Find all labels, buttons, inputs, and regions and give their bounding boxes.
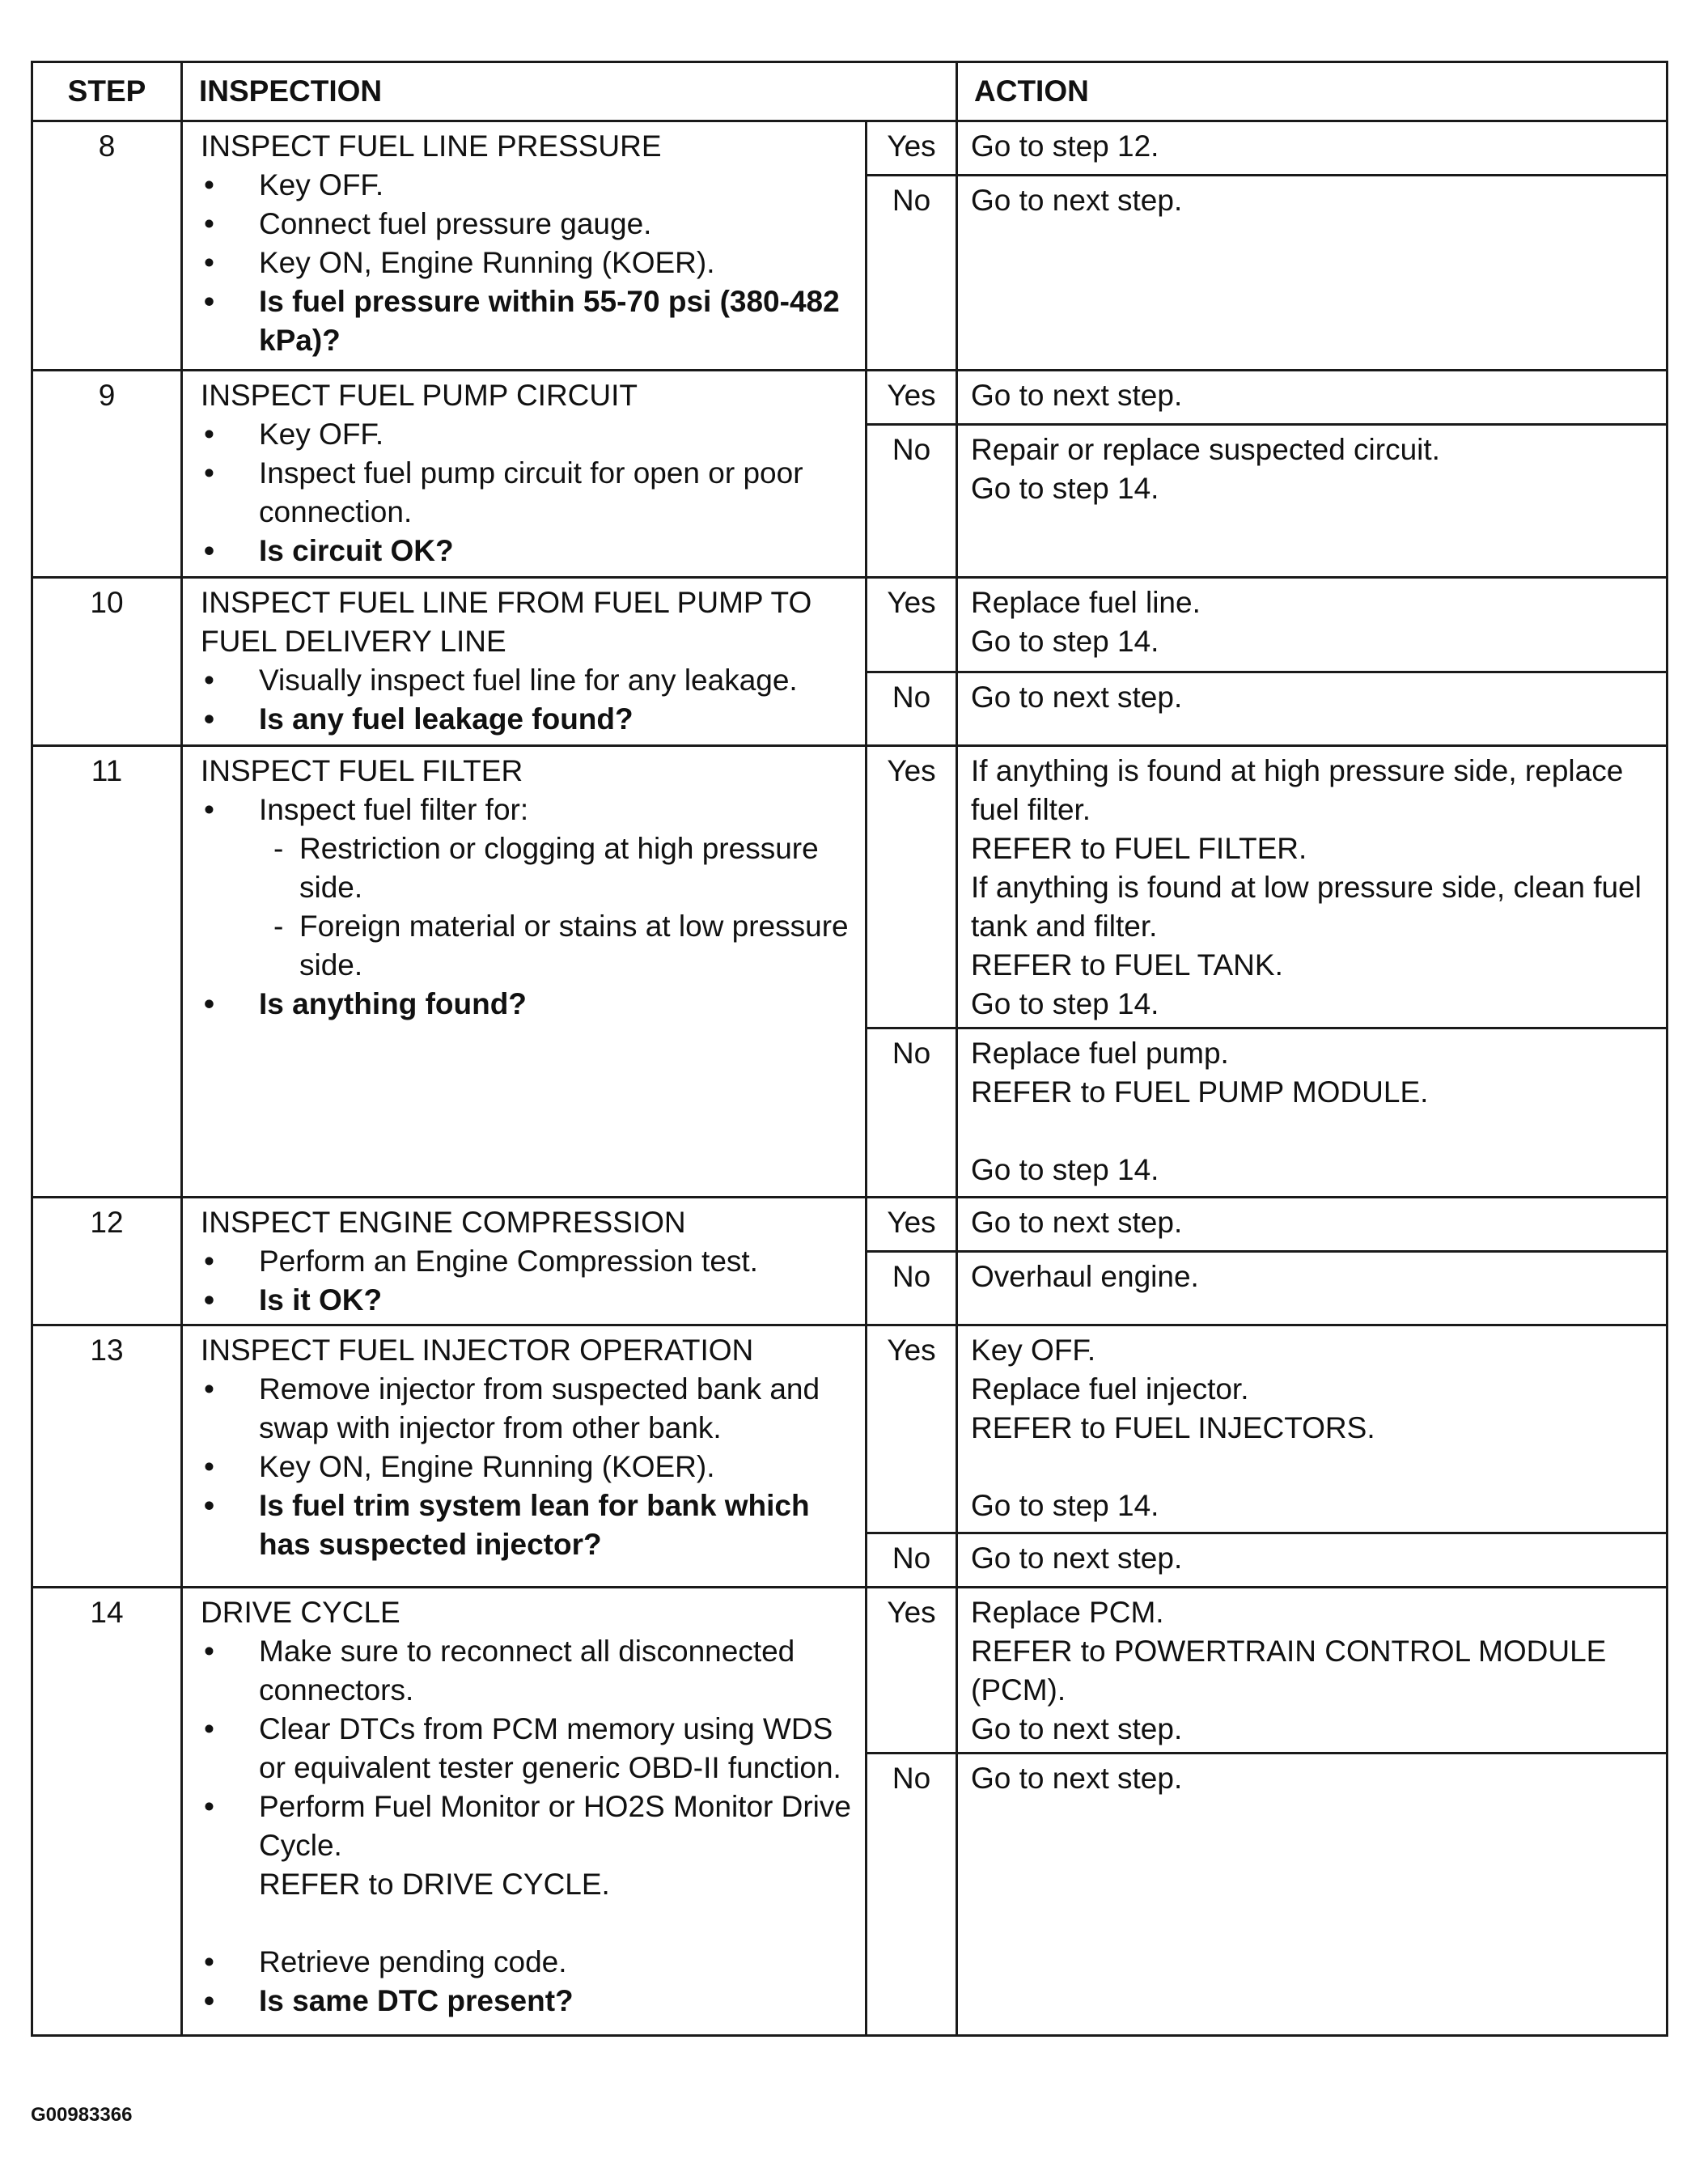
inspection-cell bbox=[182, 121, 867, 371]
step-number: 9 bbox=[32, 371, 182, 578]
action-line: Go to step 14. bbox=[971, 987, 1159, 1020]
inspection-bullets bbox=[201, 1632, 854, 2021]
yes-action bbox=[957, 578, 1667, 672]
inspection-bullet bbox=[201, 1787, 854, 1943]
action-line: Go to next step. bbox=[971, 379, 1183, 412]
inspection-cell bbox=[182, 578, 867, 746]
inspection-bullets bbox=[201, 661, 854, 739]
inspection-question: • Is fuel pressure within 55-70 psi (380-482 kPa)? bbox=[201, 282, 854, 360]
no-action bbox=[957, 425, 1667, 578]
yes-label: Yes bbox=[867, 371, 957, 425]
no-label: No bbox=[867, 1028, 957, 1198]
step-row-11-yes bbox=[32, 746, 1667, 1028]
action-line: Go to step 14. bbox=[971, 1489, 1159, 1522]
inspection-title: INSPECT FUEL LINE PRESSURE bbox=[201, 129, 662, 163]
step-row-8-yes bbox=[32, 121, 1667, 176]
inspection-title: INSPECT FUEL FILTER bbox=[201, 754, 523, 787]
inspection-bullet: • Visually inspect fuel line for any leakage. bbox=[201, 661, 854, 700]
inspection-bullet: • Clear DTCs from PCM memory using WDS or equivalent tester generic OBD-II function. bbox=[201, 1710, 854, 1787]
no-action bbox=[957, 1252, 1667, 1325]
yes-label: Yes bbox=[867, 746, 957, 1028]
yes-label: Yes bbox=[867, 1588, 957, 1754]
inspection-column-header: INSPECTION bbox=[182, 62, 957, 121]
no-label: No bbox=[867, 1252, 957, 1325]
action-line: Replace fuel line. bbox=[971, 586, 1201, 619]
inspection-bullet: • Key ON, Engine Running (KOER). bbox=[201, 244, 854, 282]
no-label: No bbox=[867, 425, 957, 578]
diagnostic-table bbox=[31, 61, 1668, 2037]
action-line: REFER to FUEL FILTER. bbox=[971, 832, 1307, 865]
step-number: 8 bbox=[32, 121, 182, 371]
inspection-reference: REFER to DRIVE CYCLE. bbox=[259, 1868, 610, 1901]
no-label: No bbox=[867, 672, 957, 746]
action-line: REFER to FUEL INJECTORS. bbox=[971, 1411, 1375, 1444]
inspection-bullet: • Connect fuel pressure gauge. bbox=[201, 205, 854, 244]
no-label: No bbox=[867, 176, 957, 371]
yes-action bbox=[957, 1325, 1667, 1533]
inspection-bullet: • Make sure to reconnect all disconnected connectors. bbox=[201, 1632, 854, 1710]
inspection-bullet: • Retrieve pending code. bbox=[201, 1943, 854, 1982]
inspection-bullet-text: Perform Fuel Monitor or HO2S Monitor Drive Cycle. bbox=[259, 1790, 851, 1862]
step-row-14-yes bbox=[32, 1588, 1667, 1754]
yes-label: Yes bbox=[867, 1198, 957, 1252]
inspection-bullet-text: Inspect fuel filter for: bbox=[259, 793, 529, 826]
inspection-bullet: • Inspect fuel pump circuit for open or poor connection. bbox=[201, 454, 854, 532]
yes-label: Yes bbox=[867, 1325, 957, 1533]
inspection-question: • Is any fuel leakage found? bbox=[201, 700, 854, 739]
action-line: If anything is found at high pressure side, replace fuel filter. bbox=[971, 754, 1624, 826]
yes-action bbox=[957, 746, 1667, 1028]
inspection-title: INSPECT ENGINE COMPRESSION bbox=[201, 1206, 686, 1239]
inspection-title: INSPECT FUEL LINE FROM FUEL PUMP TO FUEL DELIVERY LINE bbox=[201, 586, 812, 658]
action-line: Go to next step. bbox=[971, 681, 1183, 714]
action-column-header: ACTION bbox=[957, 62, 1667, 121]
action-line: Go to next step. bbox=[971, 1712, 1183, 1745]
inspection-sub-bullet: - Foreign material or stains at low pressure side. bbox=[259, 907, 854, 985]
action-line: Go to next step. bbox=[971, 1206, 1183, 1239]
step-row-9-yes bbox=[32, 371, 1667, 425]
step-number: 12 bbox=[32, 1198, 182, 1325]
inspection-title: DRIVE CYCLE bbox=[201, 1596, 400, 1629]
yes-action bbox=[957, 371, 1667, 425]
header-row bbox=[32, 62, 1667, 121]
inspection-question: • Is same DTC present? bbox=[201, 1982, 854, 2021]
inspection-title: INSPECT FUEL INJECTOR OPERATION bbox=[201, 1334, 754, 1367]
inspection-bullet: • Remove injector from suspected bank and swap with injector from other bank. bbox=[201, 1370, 854, 1448]
inspection-bullet bbox=[201, 791, 854, 985]
action-line: Go to step 14. bbox=[971, 472, 1159, 505]
diagnostic-document bbox=[31, 61, 1666, 2037]
inspection-bullets bbox=[201, 1242, 854, 1320]
step-number: 11 bbox=[32, 746, 182, 1198]
no-label: No bbox=[867, 1533, 957, 1588]
inspection-bullet: • Key ON, Engine Running (KOER). bbox=[201, 1448, 854, 1486]
action-line: Go to step 14. bbox=[971, 625, 1159, 658]
inspection-bullets bbox=[201, 415, 854, 570]
action-line: Repair or replace suspected circuit. bbox=[971, 433, 1440, 466]
no-label: No bbox=[867, 1754, 957, 2036]
inspection-bullets bbox=[201, 1370, 854, 1564]
step-column-header: STEP bbox=[32, 62, 182, 121]
action-line: Replace fuel injector. bbox=[971, 1372, 1249, 1406]
action-line: Replace fuel pump. bbox=[971, 1037, 1229, 1070]
inspection-question: • Is circuit OK? bbox=[201, 532, 854, 570]
step-number: 13 bbox=[32, 1325, 182, 1588]
no-action bbox=[957, 1028, 1667, 1198]
spacer bbox=[259, 1904, 854, 1943]
spacer bbox=[971, 1448, 1655, 1486]
inspection-sub-bullets bbox=[259, 829, 854, 985]
yes-label: Yes bbox=[867, 578, 957, 672]
action-line: Go to next step. bbox=[971, 1542, 1183, 1575]
action-line: REFER to FUEL TANK. bbox=[971, 948, 1283, 982]
action-line: Go to step 14. bbox=[971, 1153, 1159, 1186]
inspection-question: • Is fuel trim system lean for bank which has suspected injector? bbox=[201, 1486, 854, 1564]
action-line: REFER to FUEL PUMP MODULE. bbox=[971, 1075, 1429, 1109]
inspection-bullet: • Key OFF. bbox=[201, 415, 854, 454]
inspection-cell bbox=[182, 371, 867, 578]
action-line: Go to next step. bbox=[971, 184, 1183, 217]
step-row-12-yes bbox=[32, 1198, 1667, 1252]
inspection-bullet: • Perform an Engine Compression test. bbox=[201, 1242, 854, 1281]
yes-action bbox=[957, 1588, 1667, 1754]
action-line: Go to next step. bbox=[971, 1762, 1183, 1795]
yes-action bbox=[957, 1198, 1667, 1252]
action-line: Replace PCM. bbox=[971, 1596, 1164, 1629]
no-action bbox=[957, 1754, 1667, 2036]
yes-label: Yes bbox=[867, 121, 957, 176]
action-line: Go to step 12. bbox=[971, 129, 1159, 163]
inspection-bullets bbox=[201, 166, 854, 360]
inspection-cell bbox=[182, 1198, 867, 1325]
inspection-question: • Is it OK? bbox=[201, 1281, 854, 1320]
action-line: If anything is found at low pressure side, clean fuel tank and filter. bbox=[971, 871, 1642, 943]
step-row-13-yes bbox=[32, 1325, 1667, 1533]
inspection-cell bbox=[182, 1325, 867, 1588]
inspection-sub-bullet: - Restriction or clogging at high pressure side. bbox=[259, 829, 854, 907]
step-number: 10 bbox=[32, 578, 182, 746]
inspection-cell bbox=[182, 1588, 867, 2036]
step-row-10-yes bbox=[32, 578, 1667, 672]
inspection-question: • Is anything found? bbox=[201, 985, 854, 1024]
inspection-title: INSPECT FUEL PUMP CIRCUIT bbox=[201, 379, 638, 412]
no-action bbox=[957, 1533, 1667, 1588]
step-number: 14 bbox=[32, 1588, 182, 2036]
no-action bbox=[957, 672, 1667, 746]
action-line: REFER to POWERTRAIN CONTROL MODULE (PCM). bbox=[971, 1635, 1607, 1707]
no-action bbox=[957, 176, 1667, 371]
inspection-bullets bbox=[201, 791, 854, 1024]
inspection-bullet: • Key OFF. bbox=[201, 166, 854, 205]
action-line: Overhaul engine. bbox=[971, 1260, 1199, 1293]
spacer bbox=[971, 1112, 1655, 1151]
yes-action bbox=[957, 121, 1667, 176]
figure-id: G00983366 bbox=[31, 2104, 133, 2126]
inspection-cell bbox=[182, 746, 867, 1198]
action-line: Key OFF. bbox=[971, 1334, 1096, 1367]
